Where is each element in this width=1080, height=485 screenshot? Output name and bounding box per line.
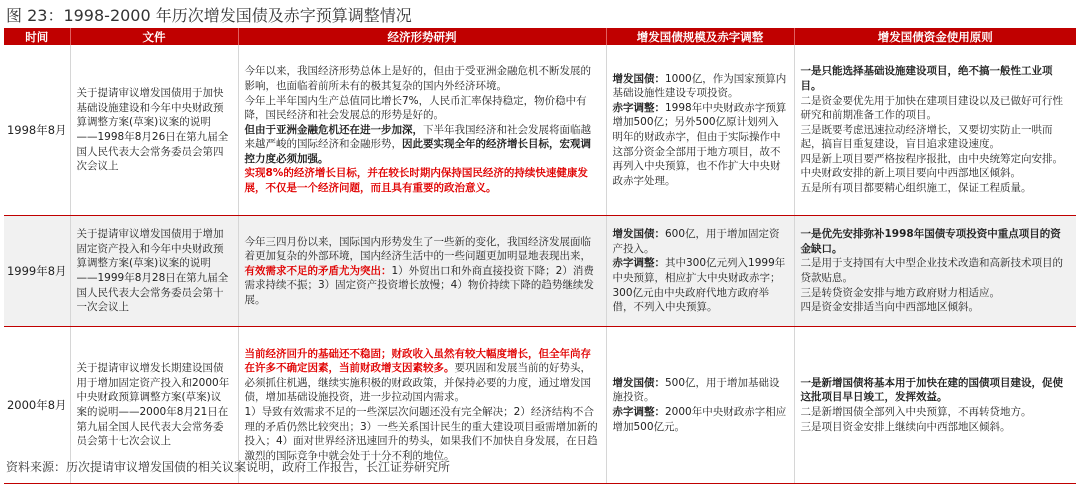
principle-item: 四是新上项目要严格按程序报批，由中央统筹定向安排。中央财政安排的新上项目要向中西部地区倾斜。 (800, 152, 1063, 180)
situation-paragraph (245, 235, 600, 308)
table-header-row (4, 28, 1076, 45)
scale-text: 1998年中央财政赤字预算增加500亿；另外500亿原计划列入明年的财政赤字，但由于实际操作中这部分资金全部用于地方项目，故不再列入中央预算，也不作扩大中央财政赤字处理。 (612, 101, 787, 187)
scale-label: 增发国债： (612, 72, 665, 85)
cell-document: 关于提请审议增发长期建设国债用于增加固定资产投入和2000年中央财政预算调整方案(草案)议案的说明——2000年8月21日在第九届全国人民代表大会常务委员会第十七次会议上 (70, 327, 238, 484)
figure-title: 图 23：1998-2000 年历次增发国债及赤字预算调整情况 (6, 6, 412, 25)
cell-time: 2000年8月 (4, 327, 70, 484)
scale-bonds (613, 376, 788, 405)
scale-label: 增发国债： (612, 228, 665, 241)
header-principles: 增发国债资金使用原则 (794, 28, 1076, 45)
scale-deficit (613, 405, 788, 434)
situation-highlight: 有效需求不足的矛盾尤为突出： (244, 264, 392, 277)
scale-text: 500亿，用于增加基础设施投资。 (612, 376, 780, 404)
cell-principles (794, 45, 1076, 216)
scale-label: 赤字调整： (612, 406, 665, 418)
situation-paragraph (245, 123, 600, 167)
cell-situation (238, 45, 606, 216)
cell-principles (794, 327, 1076, 484)
cell-time: 1999年8月 (4, 216, 70, 327)
cell-scale (606, 327, 794, 484)
principle-item: 一是只能选择基础设施建设项目，绝不搞一般性工业项目。 (800, 65, 1053, 92)
cell-scale (606, 216, 794, 327)
principle-item: 一是新增国债将基本用于加快在建的国债项目建设，促使这批项目早日竣工，发挥效益。 (800, 376, 1063, 404)
situation-text: 下半年我国经济和社会发展将面临越来越严峻的国际经济和金融形势， (244, 123, 591, 151)
scale-label: 赤字调整： (612, 101, 665, 114)
scale-bonds (613, 227, 788, 256)
cell-situation (238, 216, 606, 327)
scale-text: 1000亿，作为国家预算内基础设施性建设专项投资。 (612, 72, 787, 100)
principle-item: 四是资金安排适当向中西部地区倾斜。 (800, 301, 979, 314)
situation-paragraph: 今年以来，我国经济形势总体上是好的，但由于受亚洲金融危机不断发展的影响，也面临着前所未有的极其复杂的国内外经济环境。 (244, 65, 591, 92)
situation-paragraph: 今年上半年国内生产总值同比增长7%，人民币汇率保持稳定，物价稳中有降，国民经济和社会发展总的形势是好的。 (244, 94, 587, 122)
header-document: 文件 (70, 28, 238, 45)
data-table-wrapper (4, 28, 1076, 484)
principle-item: 一是优先安排弥补1998年国债专项投资中重点项目的资金缺口。 (800, 228, 1061, 255)
table-row (4, 45, 1076, 216)
situation-text: 要巩固和发展当前的好势头，必须抓住机遇，继续实施积极的财政政策，并保持必要的力度，通过增发国债，增加基础设施投资，进一步拉动国内需求。 (244, 362, 591, 404)
principle-item: 二是资金要优先用于加快在建项目建设以及已做好可行性研究和前期准备工作的项目。 (800, 94, 1063, 122)
situation-text: 今年三四月份以来，国际国内形势发生了一些新的变化，我国经济发展面临着更加复杂的外部环境，国内经济生活中的一些问题更加明显地表现出来， (244, 235, 591, 263)
situation-paragraph (245, 347, 600, 405)
situation-bold-text: 但由于亚洲金融危机还在进一步加深， (244, 123, 423, 136)
table-row (4, 216, 1076, 327)
scale-bonds (613, 72, 788, 101)
principle-item: 三是项目资金安排上继续向中西部地区倾斜。 (800, 420, 1011, 433)
situation-bold-text: 因此要实现全年的经济增长目标，宏观调控力度必须加强。 (244, 138, 591, 165)
header-scale: 增发国债规模及赤字调整 (606, 28, 794, 45)
header-time: 时间 (4, 28, 70, 45)
data-table (4, 28, 1076, 484)
principle-item: 三是转贷资金安排与地方政府财力相适应。 (800, 286, 1000, 299)
scale-deficit (613, 256, 788, 314)
header-situation: 经济形势研判 (238, 28, 606, 45)
situation-text: 1）外贸出口和外商直接投资下降；2）消费需求持续不振；3）固定资产投资增长放慢；4）物价持续下降的趋势继续发展。 (244, 264, 594, 306)
scale-text: 其中300亿元列入1999年中央预算，相应扩大中央财政赤字；300亿元由中央政府代地方政府举借，不列入中央预算。 (612, 257, 786, 314)
source-note: 资料来源：历次提请审议增发国债的相关议案说明，政府工作报告，长江证券研究所 (6, 460, 451, 474)
principle-item: 五是所有项目都要精心组织施工，保证工程质量。 (800, 182, 1032, 195)
principle-item: 二是用于支持国有大中型企业技术改造和高新技术项目的贷款贴息。 (800, 257, 1063, 284)
situation-paragraph: 1）导致有效需求不足的一些深层次问题还没有完全解决；2）经济结构不合理的矛盾仍然比较突出；3）一些关系国计民生的重大建设项目亟需增加新的投入；4）面对世界经济迅速回升的势头，如果我们不加快自身发展，在日趋激烈的国际竞争中就会处于十分不利的地位。 (244, 406, 598, 462)
scale-label: 赤字调整： (612, 257, 665, 270)
situation-highlight: 实现8%的经济增长目标，并在较长时期内保持国民经济的持续快速健康发展，不仅是一个经济问题，而且具有重要的政治意义。 (244, 167, 588, 195)
scale-text: 600亿，用于增加固定资产投入。 (612, 228, 780, 255)
principle-item: 二是新增国债全部列入中央预算，不再转贷地方。 (800, 406, 1032, 418)
situation-highlight: 当前经济回升的基础还不稳固；财政收入虽然有较大幅度增长，但全年尚存在许多不确定因素，当前财政增支因素较多。 (244, 347, 591, 375)
principle-item: 三是既要考虑迅速拉动经济增长，又要切实防止一哄而起，搞盲目重复建设，盲目追求建设速度。 (800, 123, 1053, 151)
cell-time: 1998年8月 (4, 45, 70, 216)
cell-document: 关于提请审议增发国债用于增加固定资产投入和今年中央财政预算调整方案(草案)议案的说明——1999年8月28日在第九届全国人民代表大会常务委员会第十一次会议上 (70, 216, 238, 327)
cell-document: 关于提请审议增发国债用于加快基础设施建设和今年中央财政预算调整方案(草案)议案的说明——1998年8月26日在第九届全国人民代表大会常务委员会第四次会议上 (70, 45, 238, 216)
cell-principles (794, 216, 1076, 327)
scale-text: 2000年中央财政赤字相应增加500亿元。 (612, 406, 787, 433)
scale-label: 增发国债： (612, 376, 665, 389)
cell-scale (606, 45, 794, 216)
scale-deficit (613, 101, 788, 189)
